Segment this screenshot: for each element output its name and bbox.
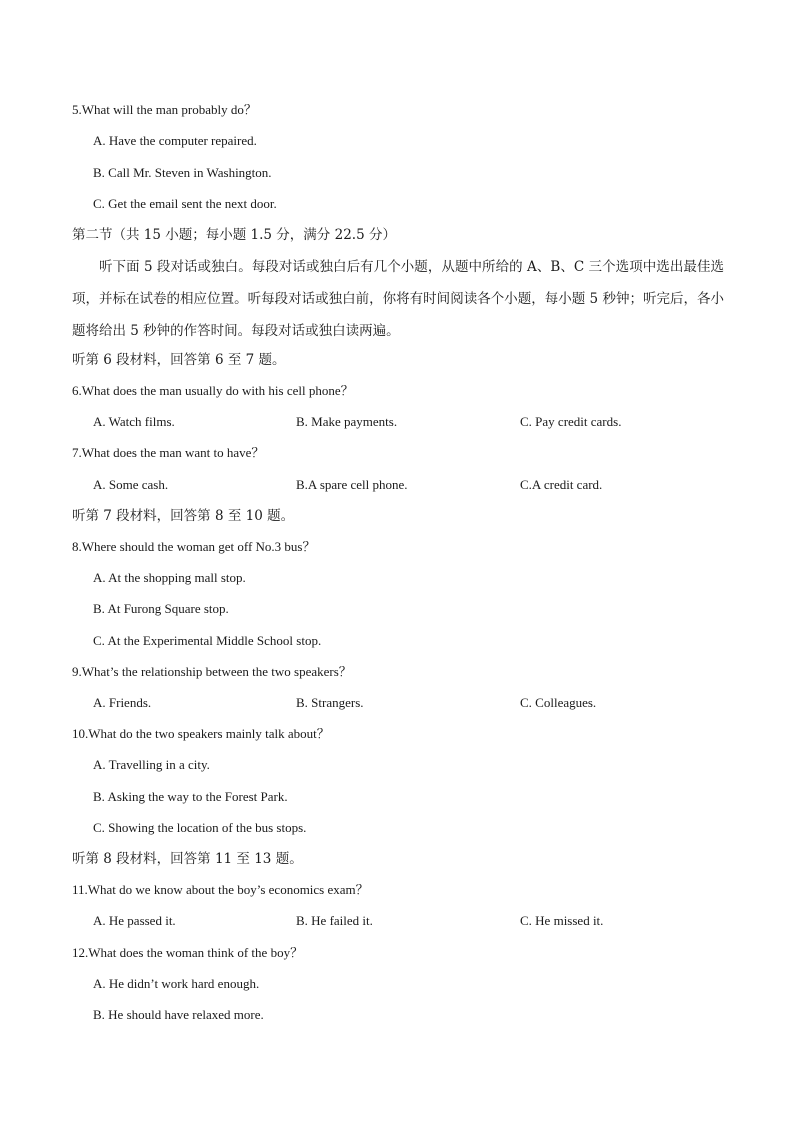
option-6a: A. Watch films. xyxy=(93,414,175,429)
option-9a: A. Friends. xyxy=(93,695,152,710)
question-5: 5.What will the man probably do？ xyxy=(72,102,257,117)
option-9c: C. Colleagues. xyxy=(520,695,597,710)
option-11a: A. He passed it. xyxy=(93,913,176,928)
option-11c: C. He missed it. xyxy=(520,913,604,928)
option-10c: C. Showing the location of the bus stops. xyxy=(93,820,307,835)
question-8: 8.Where should the woman get off No.3 bus？ xyxy=(72,539,316,554)
option-10a: A. Travelling in a city. xyxy=(93,757,210,772)
option-5a: A. Have the computer repaired. xyxy=(93,133,257,148)
option-8a: A. At the shopping mall stop. xyxy=(93,570,246,585)
section-title: 第二节（共 15 小题；每小题 1.5 分，满分 22.5 分） xyxy=(72,227,396,243)
option-9b: B. Strangers. xyxy=(296,695,364,710)
option-8b: B. At Furong Square stop. xyxy=(93,601,229,616)
option-12b: B. He should have relaxed more. xyxy=(93,1007,264,1022)
material-6-heading: 听第 6 段材料，回答第 6 至 7 题。 xyxy=(72,352,286,368)
option-5b: B. Call Mr. Steven in Washington. xyxy=(93,165,272,180)
option-5c: C. Get the email sent the next door. xyxy=(93,196,277,211)
question-7: 7.What does the man want to have？ xyxy=(72,445,265,460)
option-8c: C. At the Experimental Middle School stop. xyxy=(93,633,322,648)
option-7b: B.A spare cell phone. xyxy=(296,477,408,492)
question-12: 12.What does the woman think of the boy？ xyxy=(72,945,304,960)
question-9: 9.What’s the relationship between the two speakers？ xyxy=(72,664,352,679)
section-instructions: 听下面 5 段对话或独白。每段对话或独白后有几个小题，从题中所给的 A、B、C 三个选项中选出最佳选项，并标在试卷的相应位置。听每段对话或独白前，你将有时间阅读各个小题，每小题 5 秒钟；听完后，各小题将给出 5 秒钟的作答时间。每段对话或独白读两遍。 xyxy=(72,259,724,339)
question-11: 11.What do we know about the boy’s economics exam？ xyxy=(72,882,369,897)
material-8-heading: 听第 8 段材料，回答第 11 至 13 题。 xyxy=(72,851,303,867)
option-10b: B. Asking the way to the Forest Park. xyxy=(93,789,288,804)
option-7a: A. Some cash. xyxy=(93,477,169,492)
material-7-heading: 听第 7 段材料，回答第 8 至 10 题。 xyxy=(72,508,295,524)
option-12a: A. He didn’t work hard enough. xyxy=(93,976,260,991)
option-7c: C.A credit card. xyxy=(520,477,603,492)
question-6: 6.What does the man usually do with his cell phone？ xyxy=(72,383,354,398)
option-6c: C. Pay credit cards. xyxy=(520,414,622,429)
question-10: 10.What do the two speakers mainly talk about？ xyxy=(72,726,330,741)
option-11b: B. He failed it. xyxy=(296,913,373,928)
option-6b: B. Make payments. xyxy=(296,414,398,429)
